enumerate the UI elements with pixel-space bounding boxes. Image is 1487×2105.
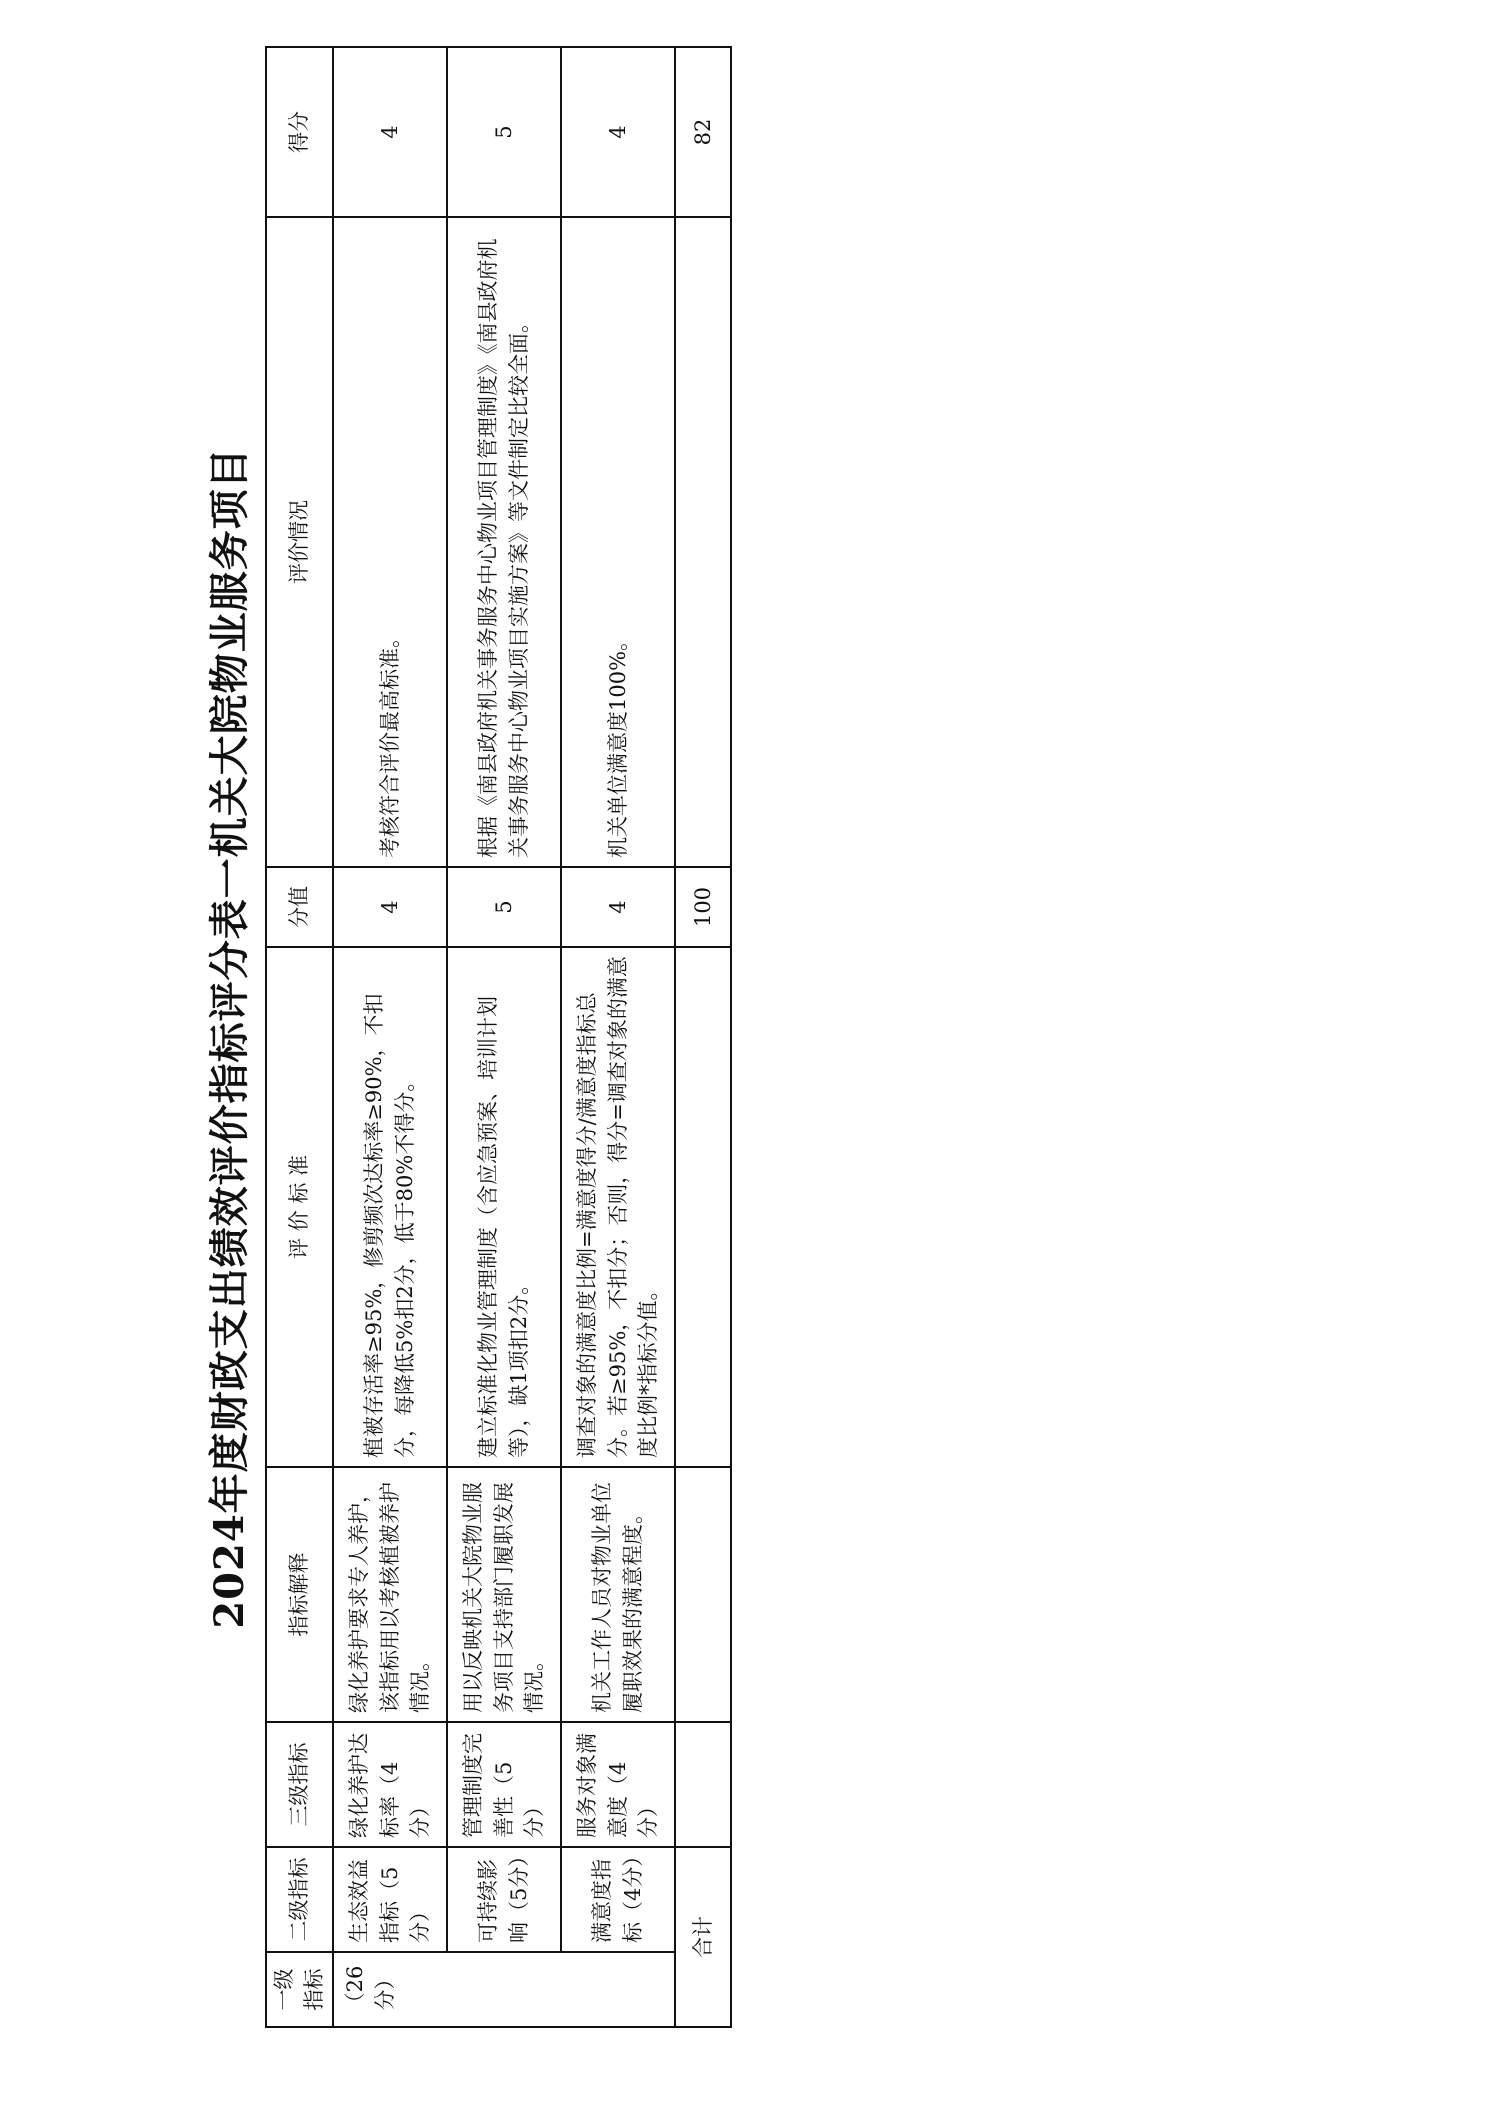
empty-cell: [675, 1722, 731, 1847]
points-cell: 4: [561, 867, 675, 947]
criteria-cell: 建立标准化物业管理制度（含应急预案、培训计划等），缺1项扣2分。: [447, 947, 561, 1467]
empty-cell: [675, 1467, 731, 1722]
evaluation-cell: 机关单位满意度100%。: [561, 217, 675, 867]
score-table: [265, 46, 732, 2028]
level3-cell: 服务对象满意度（4分）: [561, 1722, 675, 1847]
points-cell: 4: [333, 867, 447, 947]
evaluation-cell: 考核符合评价最高标准。: [333, 217, 447, 867]
criteria-cell: 植被存活率≥95%，修剪频次达标率≥90%，不扣分，每降低5%扣2分，低于80%不得分。: [333, 947, 447, 1467]
total-row: [675, 47, 731, 2027]
level2-cell: 生态效益指标（5分）: [333, 1847, 447, 1952]
score-cell: 5: [447, 47, 561, 217]
header-points: 分值: [266, 867, 333, 947]
level2-cell: 可持续影响（5分）: [447, 1847, 561, 1952]
total-score: 82: [675, 47, 731, 217]
table-row: [561, 47, 675, 2027]
level3-cell: 绿化养护达标率（4分）: [333, 1722, 447, 1847]
empty-cell: [675, 947, 731, 1467]
header-level2: 二级指标: [266, 1847, 333, 1952]
level1-cell: （26分）: [333, 1952, 675, 2027]
points-cell: 5: [447, 867, 561, 947]
table-row: [333, 47, 447, 2027]
header-level1: 一级指标: [266, 1952, 333, 2027]
header-level3: 三级指标: [266, 1722, 333, 1847]
header-criteria: 评 价 标 准: [266, 947, 333, 1467]
score-cell: 4: [333, 47, 447, 217]
rotated-document: [200, 48, 720, 2028]
explanation-cell: 绿化养护要求专人养护，该指标用以考核植被养护情况。: [333, 1467, 447, 1722]
table-row: [447, 47, 561, 2027]
empty-cell: [675, 217, 731, 867]
header-row: [266, 47, 333, 2027]
header-explanation: 指标解释: [266, 1467, 333, 1722]
explanation-cell: 机关工作人员对物业单位履职效果的满意程度。: [561, 1467, 675, 1722]
explanation-cell: 用以反映机关大院物业服务项目支持部门履职发展情况。: [447, 1467, 561, 1722]
document-title: 2024年度财政支出绩效评价指标评分表一机关大院物业服务项目: [206, 447, 253, 1629]
total-points: 100: [675, 867, 731, 947]
evaluation-cell: 根据《南县政府机关事务服务中心物业项目管理制度》《南县政府机关事务服务中心物业项目实施方案》等文件制定比较全面。: [447, 217, 561, 867]
header-score: 得分: [266, 47, 333, 217]
level2-cell: 满意度指标（4分）: [561, 1847, 675, 1952]
header-evaluation: 评价情况: [266, 217, 333, 867]
level3-cell: 管理制度完善性（5分）: [447, 1722, 561, 1847]
total-label: 合计: [675, 1847, 731, 2027]
score-cell: 4: [561, 47, 675, 217]
criteria-cell: 调查对象的满意度比例=满意度得分/满意度指标总分。若≥95%，不扣分；否则，得分=调查对象的满意度比例*指标分值。: [561, 947, 675, 1467]
